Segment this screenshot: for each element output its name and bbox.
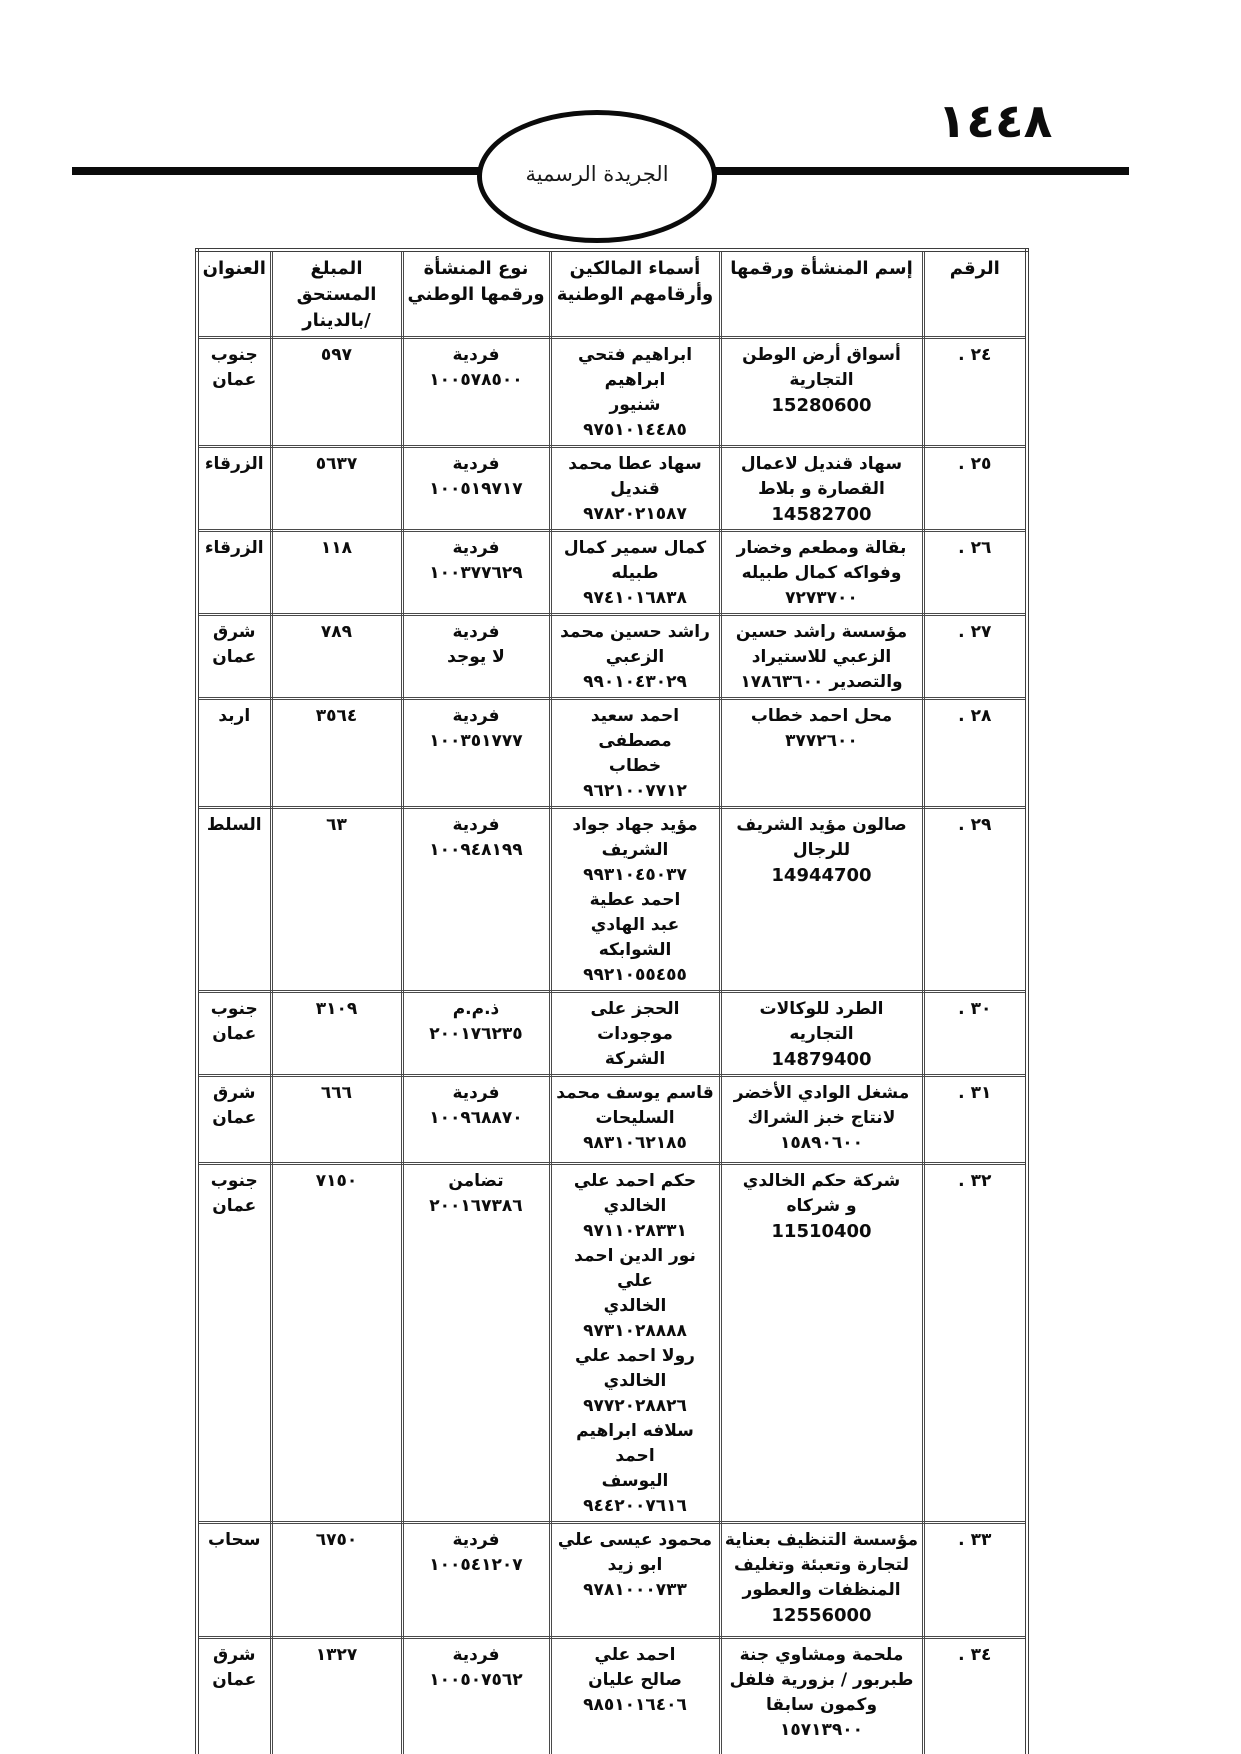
establishment-name-cell xyxy=(720,699,923,808)
text-line: ٩٧٣١٠٢٨٨٨٨ xyxy=(583,1321,687,1341)
text-line: وأرقامهم الوطنية xyxy=(556,284,714,305)
text-line: المنظفات والعطور xyxy=(742,1580,901,1600)
text-line: السليحات xyxy=(595,1108,675,1128)
text-line: ٩٩٢١٠٥٥٤٥٥ xyxy=(583,965,687,985)
text-line: الخالدي xyxy=(603,1296,667,1316)
text-line: فردية xyxy=(452,815,500,835)
address-cell xyxy=(197,1523,271,1638)
row-number-cell xyxy=(923,615,1027,699)
text-line: السلط xyxy=(206,815,262,835)
type-cell xyxy=(402,1164,550,1523)
text-line: نوع المنشأة xyxy=(423,258,529,279)
text-line: الزعبي للاستيراد xyxy=(751,647,892,667)
text-line: ابو زيد xyxy=(607,1555,663,1575)
row-number-cell xyxy=(923,1638,1027,1754)
amount-cell xyxy=(271,808,402,992)
text-line: الخالدي xyxy=(603,1371,667,1391)
text-line: سلافه ابراهيم احمد xyxy=(576,1421,694,1466)
text-line: عمان xyxy=(212,1196,257,1216)
text-line: اربد xyxy=(218,706,251,726)
establishment-name-cell xyxy=(720,447,923,531)
text-line: ٩٨٥١٠١٦٤٠٦ xyxy=(583,1695,687,1715)
text-line: ١٠٠٥٧٨٥٠٠ xyxy=(429,370,523,390)
text-line: عبد الهادي الشوابكه xyxy=(590,915,680,960)
text-line: ١٥٧١٣٩٠٠ xyxy=(779,1720,863,1740)
text-line: الطرد للوكالات التجاريه xyxy=(759,999,884,1044)
text-line: ٢٠٠١٧٦٢٣٥ xyxy=(429,1024,523,1044)
table-row xyxy=(197,1638,1027,1754)
establishments-table-wrap xyxy=(199,248,1029,1754)
text-line: مؤيد جهاد جواد xyxy=(572,815,698,835)
text-line: ٥٩٧ xyxy=(320,345,353,365)
type-cell xyxy=(402,1523,550,1638)
amount-cell xyxy=(271,1164,402,1523)
text-line: ٩٦٢١٠٠٧٧١٢ xyxy=(583,781,687,801)
text-line: ٧٢٧٣٧٠٠ xyxy=(785,588,858,608)
text-line: ٦٧٥٠ xyxy=(315,1530,358,1550)
establishment-name-cell xyxy=(720,992,923,1076)
text-line: و شركاه xyxy=(786,1196,857,1216)
text-line: ١٠٠٥٠٧٥٦٢ xyxy=(429,1670,523,1690)
text-line: ٩٧٨٢٠٢١٥٨٧ xyxy=(583,504,687,524)
header-type xyxy=(402,250,550,338)
text-line: محل احمد خطاب xyxy=(750,706,893,726)
text-line: ٢٥ . xyxy=(958,454,992,474)
type-cell xyxy=(402,338,550,447)
text-line: وكمون سابقا xyxy=(765,1695,878,1715)
text-line: مؤسسة راشد حسين xyxy=(735,622,908,642)
text-line: حكم احمد علي xyxy=(573,1171,697,1191)
text-line: فردية xyxy=(452,622,500,642)
text-line: جنوب xyxy=(210,345,258,365)
text-line: ٩٧٨١٠٠٠٧٣٣ xyxy=(583,1580,687,1600)
text-line: لا يوجد xyxy=(447,647,505,667)
row-number-cell xyxy=(923,992,1027,1076)
text-line: قاسم يوسف محمد xyxy=(556,1083,714,1103)
text-line: صالون مؤيد الشريف xyxy=(736,815,907,835)
text-line: فردية xyxy=(452,345,500,365)
address-cell xyxy=(197,531,271,615)
text-line: ٣٤ . xyxy=(958,1645,992,1665)
owners-cell xyxy=(550,447,720,531)
owners-cell xyxy=(550,699,720,808)
establishment-name-cell xyxy=(720,1638,923,1754)
text-line: شرق xyxy=(213,1083,256,1103)
type-cell xyxy=(402,447,550,531)
text-line: فردية xyxy=(452,1530,500,1550)
text-line: 12556000 xyxy=(771,1605,872,1626)
text-line: ٩٧٥١٠١٤٤٨٥ xyxy=(583,420,687,440)
text-line: جنوب xyxy=(210,1171,258,1191)
establishment-name-cell xyxy=(720,531,923,615)
text-line: الزعبي xyxy=(605,647,665,667)
text-line: ٩٧٤١٠١٦٨٣٨ xyxy=(583,588,687,608)
table-row xyxy=(197,1523,1027,1638)
text-line: ٧١٥٠ xyxy=(315,1171,358,1191)
amount-cell xyxy=(271,338,402,447)
establishment-name-cell xyxy=(720,808,923,992)
text-line: وفواكه كمال طبيله xyxy=(741,563,902,583)
text-line: صالح عليان xyxy=(588,1670,682,1690)
header-address xyxy=(197,250,271,338)
table-row xyxy=(197,615,1027,699)
text-line: أسواق أرض الوطن xyxy=(742,345,901,365)
text-line: راشد حسين محمد xyxy=(560,622,710,642)
text-line: عمان xyxy=(212,1024,257,1044)
type-cell xyxy=(402,615,550,699)
text-line: احمد عطية xyxy=(589,890,681,910)
row-number-cell xyxy=(923,447,1027,531)
text-line: بقالة ومطعم وخضار xyxy=(736,538,907,558)
address-cell xyxy=(197,338,271,447)
page-number: ١٤٤٨ xyxy=(937,94,1053,149)
text-line: عمان xyxy=(212,647,257,667)
text-line: الخالدي xyxy=(603,1196,667,1216)
text-line: ٢٩ . xyxy=(958,815,992,835)
text-line: ١٠٠٥٤١٢٠٧ xyxy=(429,1555,523,1575)
table-row xyxy=(197,808,1027,992)
text-line: فردية xyxy=(452,454,500,474)
owners-cell xyxy=(550,338,720,447)
journal-seal-ellipse xyxy=(477,110,717,243)
text-line: ابراهيم فتحي ابراهيم xyxy=(577,345,693,390)
owners-cell xyxy=(550,808,720,992)
establishment-name-cell xyxy=(720,1164,923,1523)
text-line: ١١٨ xyxy=(320,538,353,558)
text-line: 15280600 xyxy=(771,395,872,416)
text-line: ٢٨ . xyxy=(958,706,992,726)
type-cell xyxy=(402,699,550,808)
table-row xyxy=(197,1076,1027,1164)
text-line: ١٠٠٣٧٧٦٢٩ xyxy=(429,563,523,583)
text-line: سحاب xyxy=(208,1530,261,1550)
text-line: ورقمها الوطني xyxy=(407,284,545,305)
text-line: طبربور / بزورية فلفل xyxy=(729,1670,914,1690)
text-line: ٣١٠٩ xyxy=(315,999,358,1019)
text-line: عمان xyxy=(212,1108,257,1128)
text-line: فردية xyxy=(452,538,500,558)
establishment-name-cell xyxy=(720,615,923,699)
text-line: رولا احمد علي xyxy=(575,1346,695,1366)
text-line: قنديل xyxy=(610,479,660,499)
text-line: 14879400 xyxy=(771,1049,872,1070)
text-line: القصارة و بلاط xyxy=(758,479,885,499)
text-line: عمان xyxy=(212,1670,257,1690)
text-line: سهاد قنديل لاعمال xyxy=(740,454,903,474)
row-number-cell xyxy=(923,699,1027,808)
amount-cell xyxy=(271,531,402,615)
table-row xyxy=(197,338,1027,447)
text-line: ٣٥٦٤ xyxy=(315,706,358,726)
text-line: طبيله xyxy=(611,563,659,583)
text-line: ٣٠ . xyxy=(958,999,992,1019)
table-row xyxy=(197,447,1027,531)
text-line: المبلغ المستحق xyxy=(296,258,377,305)
text-line: ملحمة ومشاوي جنة xyxy=(739,1645,904,1665)
text-line: للرجال xyxy=(792,840,851,860)
text-line: ١٠٠٣٥١٧٧٧ xyxy=(429,731,523,751)
amount-cell xyxy=(271,992,402,1076)
address-cell xyxy=(197,1638,271,1754)
text-line: مشغل الوادي الأخضر xyxy=(733,1083,910,1103)
text-line: ٣٧٧٢٦٠٠ xyxy=(785,731,858,751)
text-line: احمد علي xyxy=(594,1645,676,1665)
text-line: الرقم xyxy=(949,258,1000,279)
text-line: الزرقاء xyxy=(204,538,264,558)
text-line: لانتاج خبز الشراك xyxy=(747,1108,896,1128)
text-line: ذ.م.م xyxy=(452,999,500,1019)
gazette-table-body xyxy=(197,338,1027,1754)
text-line: أسماء المالكين xyxy=(569,258,701,279)
address-cell xyxy=(197,699,271,808)
type-cell xyxy=(402,992,550,1076)
text-line: شرق xyxy=(213,1645,256,1665)
text-line: فردية xyxy=(452,1645,500,1665)
text-line: 11510400 xyxy=(771,1221,872,1242)
text-line: 14582700 xyxy=(771,504,872,525)
address-cell xyxy=(197,808,271,992)
establishments-table xyxy=(195,248,1029,1754)
text-line: شركة حكم الخالدي xyxy=(742,1171,901,1191)
text-line: ٣٣ . xyxy=(958,1530,992,1550)
text-line: لتجارة وتعبئة وتغليف xyxy=(733,1555,910,1575)
text-line: فردية xyxy=(452,706,500,726)
header-establishment-name xyxy=(720,250,923,338)
type-cell xyxy=(402,1638,550,1754)
text-line: ١٠٠٩٦٨٨٧٠ xyxy=(429,1108,523,1128)
address-cell xyxy=(197,992,271,1076)
text-line: ٧٨٩ xyxy=(320,622,353,642)
text-line: ١٣٢٧ xyxy=(315,1645,358,1665)
text-line: ٢٤ . xyxy=(958,345,992,365)
text-line: ٢٠٠١٦٧٣٨٦ xyxy=(429,1196,523,1216)
text-line: عمان xyxy=(212,370,257,390)
text-line: ٣١ . xyxy=(958,1083,992,1103)
text-line: ٢٧ . xyxy=(958,622,992,642)
row-number-cell xyxy=(923,1523,1027,1638)
type-cell xyxy=(402,808,550,992)
amount-cell xyxy=(271,1076,402,1164)
amount-cell xyxy=(271,615,402,699)
text-line: ١٠٠٩٤٨١٩٩ xyxy=(429,840,523,860)
text-line: سهاد عطا محمد xyxy=(568,454,702,474)
text-line: ٢٦ . xyxy=(958,538,992,558)
amount-cell xyxy=(271,1638,402,1754)
text-line: والتصدير ١٧٨٦٣٦٠٠ xyxy=(740,672,903,692)
table-row xyxy=(197,1164,1027,1523)
journal-title: الجريدة الرسمية xyxy=(525,161,669,186)
row-number-cell xyxy=(923,1076,1027,1164)
text-line: ٩٩٠١٠٤٣٠٢٩ xyxy=(583,672,687,692)
establishment-name-cell xyxy=(720,1076,923,1164)
text-line: ٦٦٦ xyxy=(320,1083,353,1103)
text-line: نور الدين احمد علي xyxy=(574,1246,696,1291)
text-line: ٩٧٧٢٠٢٨٨٢٦ xyxy=(583,1396,687,1416)
row-number-cell xyxy=(923,338,1027,447)
text-line: الحجز على موجودات xyxy=(590,999,680,1044)
address-cell xyxy=(197,447,271,531)
text-line: تضامن xyxy=(448,1171,504,1191)
table-row xyxy=(197,992,1027,1076)
text-line: العنوان xyxy=(202,258,266,279)
owners-cell xyxy=(550,1638,720,1754)
table-row xyxy=(197,699,1027,808)
address-cell xyxy=(197,1076,271,1164)
text-line: 14944700 xyxy=(771,865,872,886)
text-line: ٥٦٣٧ xyxy=(315,454,358,474)
text-line: ٩٨٣١٠٦٢١٨٥ xyxy=(583,1133,687,1153)
establishment-name-cell xyxy=(720,338,923,447)
text-line: إسم المنشأة ورقمها xyxy=(730,258,913,279)
text-line: /بالدينار xyxy=(302,310,371,331)
text-line: خطاب xyxy=(608,756,662,776)
type-cell xyxy=(402,1076,550,1164)
text-line: مؤسسة التنظيف بعناية xyxy=(724,1530,919,1550)
text-line: الشريف xyxy=(601,840,669,860)
amount-cell xyxy=(271,699,402,808)
table-row xyxy=(197,531,1027,615)
owners-cell xyxy=(550,1164,720,1523)
owners-cell xyxy=(550,1076,720,1164)
text-line: ٩٧١١٠٢٨٣٣١ xyxy=(583,1221,687,1241)
text-line: محمود عيسى علي xyxy=(557,1530,713,1550)
text-line: ١٥٨٩٠٦٠٠ xyxy=(779,1133,863,1153)
header-row-number xyxy=(923,250,1027,338)
amount-cell xyxy=(271,1523,402,1638)
owners-cell xyxy=(550,1523,720,1638)
text-line: ٣٢ . xyxy=(958,1171,992,1191)
text-line: الشركة xyxy=(604,1049,666,1069)
row-number-cell xyxy=(923,531,1027,615)
row-number-cell xyxy=(923,1164,1027,1523)
owners-cell xyxy=(550,615,720,699)
header-amount-due xyxy=(271,250,402,338)
text-line: ١٠٠٥١٩٧١٧ xyxy=(429,479,523,499)
header-owners xyxy=(550,250,720,338)
text-line: احمد سعيد مصطفى xyxy=(590,706,680,751)
type-cell xyxy=(402,531,550,615)
text-line: ٩٩٣١٠٤٥٠٣٧ xyxy=(583,865,687,885)
text-line: شنيور xyxy=(609,395,661,415)
text-line: اليوسف xyxy=(601,1471,669,1491)
amount-cell xyxy=(271,447,402,531)
text-line: فردية xyxy=(452,1083,500,1103)
table-header-row xyxy=(197,250,1027,338)
text-line: التجارية xyxy=(789,370,854,390)
text-line: شرق xyxy=(213,622,256,642)
text-line: الزرقاء xyxy=(204,454,264,474)
owners-cell xyxy=(550,992,720,1076)
text-line: ٩٤٤٢٠٠٧٦١٦ xyxy=(583,1496,687,1516)
row-number-cell xyxy=(923,808,1027,992)
text-line: ٦٣ xyxy=(326,815,347,835)
address-cell xyxy=(197,1164,271,1523)
establishment-name-cell xyxy=(720,1523,923,1638)
owners-cell xyxy=(550,531,720,615)
text-line: كمال سمير كمال xyxy=(563,538,707,558)
address-cell xyxy=(197,615,271,699)
text-line: جنوب xyxy=(210,999,258,1019)
